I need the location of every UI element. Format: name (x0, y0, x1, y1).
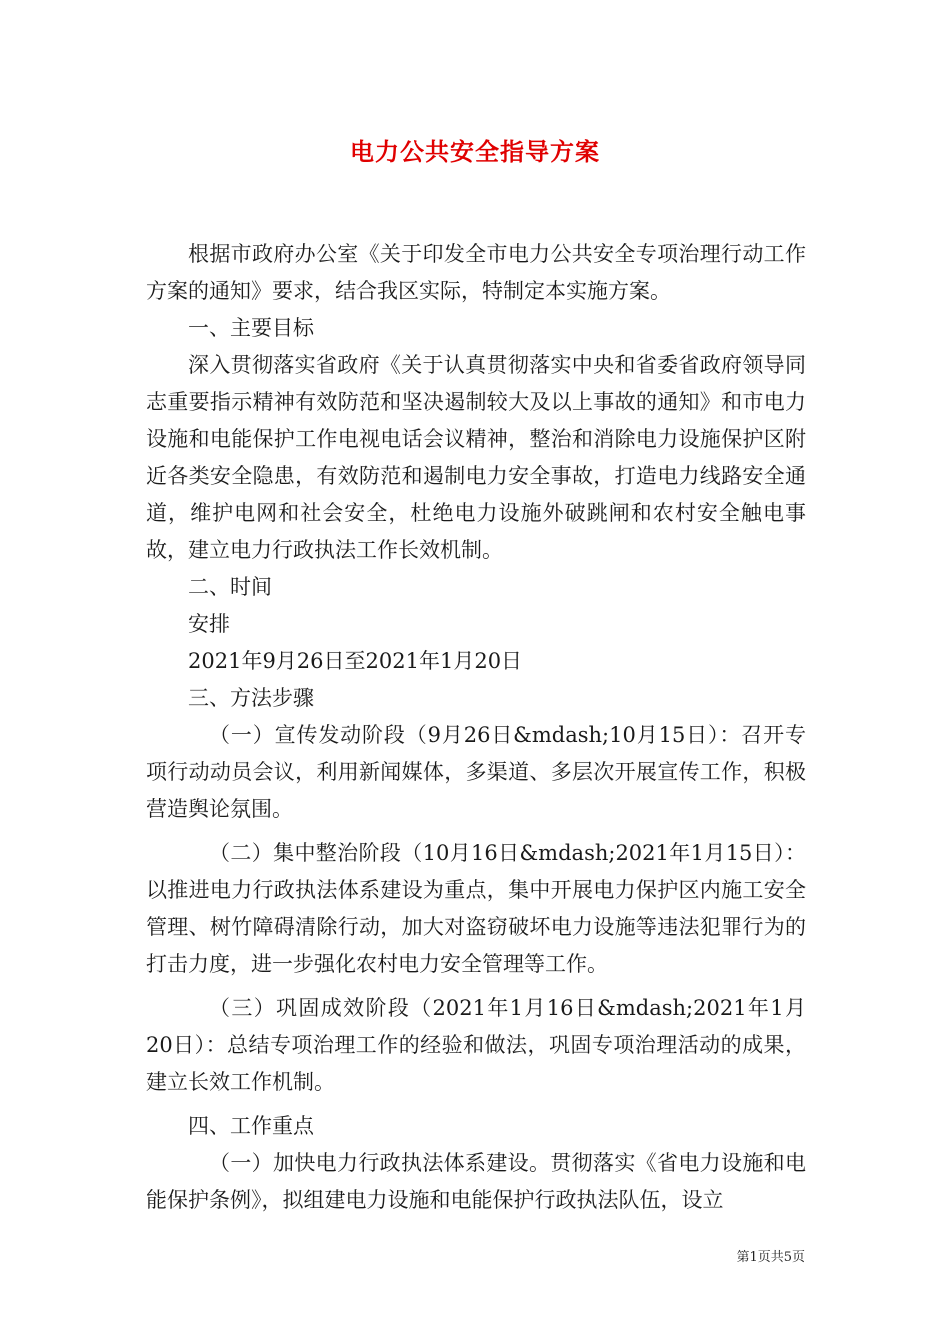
section-heading-time: 二、时间 (188, 575, 272, 599)
section-heading-steps: 三、方法步骤 (188, 686, 314, 710)
goals-paragraph: 深入贯彻落实省政府《关于认真贯彻落实中央和省委省政府领导同志重要指示精神有效防范和坚决遏制较大及以上事故的通知》和市电力设施和电能保护工作电视电话会议精神，整治和消除电力设施保护区附近各类安全隐患，有效防范和遏制电力安全事故，打造电力线路安全通道，维护电网和社会安全，杜绝电力设施外破跳闸和农村安全触电事故，建立电力行政执法工作长效机制。 (146, 353, 806, 562)
section-heading-goals: 一、主要目标 (188, 316, 314, 340)
time-arrangement-label: 安排 (188, 612, 230, 636)
step-two-paragraph: （二）集中整治阶段（10月16日&mdash;2021年1月15日）：以推进电力行政执法体系建设为重点，集中开展电力保护区内施工安全管理、树竹障碍清除行动，加大对盗窃破坏电力设施等违法犯罪行为的打击力度，进一步强化农村电力安全管理等工作。 (146, 841, 806, 976)
time-range: 2021年9月26日至2021年1月20日 (188, 649, 523, 673)
step-three-paragraph: （三）巩固成效阶段（2021年1月16日&mdash;2021年1月20日）：总结专项治理工作的经验和做法，巩固专项治理活动的成果，建立长效工作机制。 (146, 996, 806, 1094)
step-one-paragraph: （一）宣传发动阶段（9月26日&mdash;10月15日）：召开专项行动动员会议，利用新闻媒体，多渠道、多层次开展宣传工作，积极营造舆论氛围。 (146, 723, 806, 821)
focus-one-paragraph: （一）加快电力行政执法体系建设。贯彻落实《省电力设施和电能保护条例》，拟组建电力设施和电能保护行政执法队伍，设立 (146, 1151, 806, 1212)
document-body (146, 236, 806, 1219)
intro-paragraph: 根据市政府办公室《关于印发全市电力公共安全专项治理行动工作方案的通知》要求，结合我区实际，特制定本实施方案。 (146, 242, 806, 303)
section-heading-focus: 四、工作重点 (188, 1114, 314, 1138)
page-number: 第1页共5页 (736, 1250, 805, 1265)
document-title: 电力公共安全指导方案 (350, 138, 600, 166)
